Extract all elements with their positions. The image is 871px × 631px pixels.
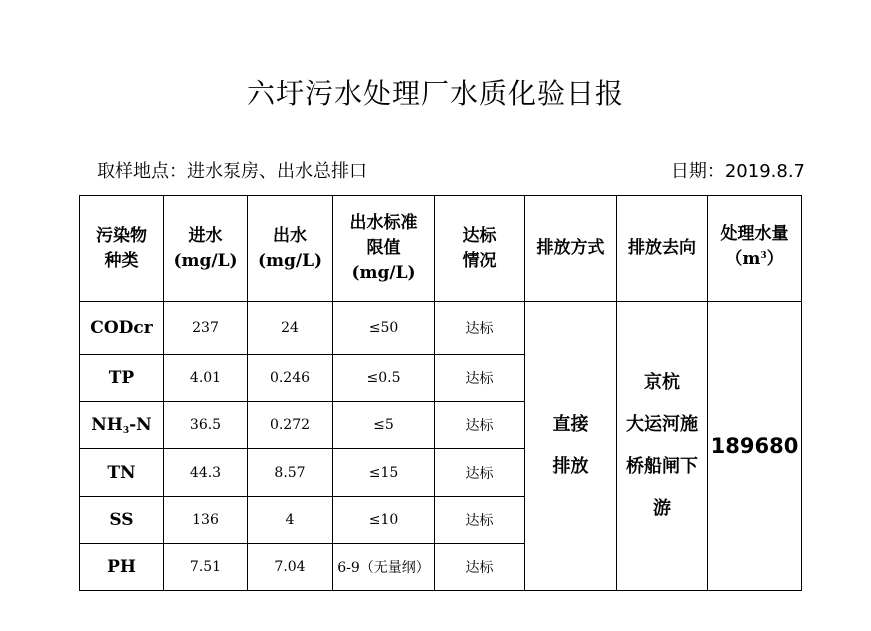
outflow-value: 7.04 (248, 544, 333, 591)
discharge-destination: 京杭 大运河施 桥船闸下 游 (617, 302, 708, 591)
inflow-value: 237 (164, 302, 248, 355)
header-pollutant: 污染物 种类 (80, 196, 164, 302)
header-destination: 排放去向 (617, 196, 708, 302)
header-status: 达标 情况 (435, 196, 525, 302)
status-value: 达标 (435, 355, 525, 402)
treated-volume: 189680 (708, 302, 802, 591)
header-outflow: 出水 (mg/L) (248, 196, 333, 302)
standard-value: ≤5 (333, 402, 435, 449)
report-date: 日期：2019.8.7 (670, 161, 805, 182)
status-value: 达标 (435, 544, 525, 591)
pollutant-name: NH3-N (80, 402, 164, 449)
standard-value: ≤0.5 (333, 355, 435, 402)
pollutant-name: SS (80, 497, 164, 544)
discharge-method: 直接 排放 (525, 302, 617, 591)
status-value: 达标 (435, 302, 525, 355)
outflow-value: 24 (248, 302, 333, 355)
inflow-value: 36.5 (164, 402, 248, 449)
inflow-value: 4.01 (164, 355, 248, 402)
header-standard: 出水标准 限值 (mg/L) (333, 196, 435, 302)
outflow-value: 8.57 (248, 449, 333, 497)
inflow-value: 7.51 (164, 544, 248, 591)
table-header-row (80, 196, 802, 302)
header-method: 排放方式 (525, 196, 617, 302)
report-title: 六圩污水处理厂水质化验日报 (246, 77, 624, 110)
inflow-value: 44.3 (164, 449, 248, 497)
status-value: 达标 (435, 497, 525, 544)
status-value: 达标 (435, 449, 525, 497)
standard-value: ≤10 (333, 497, 435, 544)
outflow-value: 4 (248, 497, 333, 544)
inflow-value: 136 (164, 497, 248, 544)
status-value: 达标 (435, 402, 525, 449)
pollutant-name: TN (80, 449, 164, 497)
header-volume: 处理水量 $(m^3)$ (708, 196, 802, 302)
outflow-value: 0.246 (248, 355, 333, 402)
outflow-value: 0.272 (248, 402, 333, 449)
water-quality-table (79, 195, 802, 591)
pollutant-name: PH (80, 544, 164, 591)
header-inflow: 进水 (mg/L) (164, 196, 248, 302)
standard-value: ≤15 (333, 449, 435, 497)
pollutant-name: CODcr (80, 302, 164, 355)
standard-value: 6-9（无量纲） (333, 544, 435, 591)
standard-value: ≤50 (333, 302, 435, 355)
sampling-location: 取样地点：进水泵房、出水总排口 (97, 161, 367, 182)
pollutant-name: TP (80, 355, 164, 402)
table-row (80, 302, 802, 355)
